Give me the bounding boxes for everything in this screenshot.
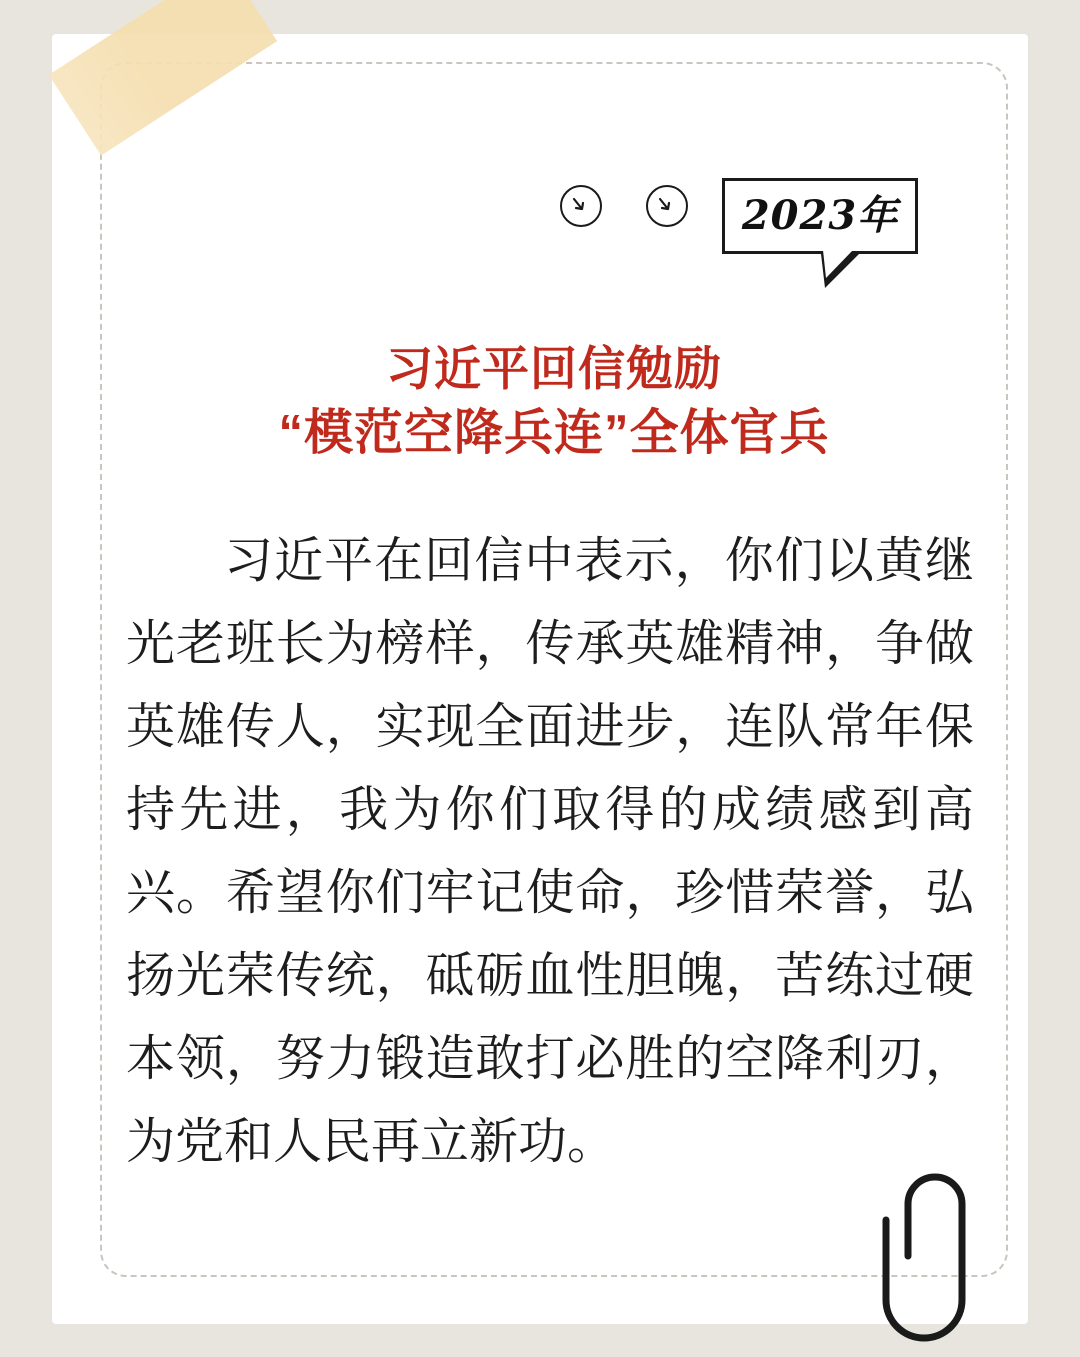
speech-bubble-tail <box>821 254 859 288</box>
body-paragraph: 习近平在回信中表示，你们以黄继光老班长为榜样，传承英雄精神，争做英雄传人，实现全面进步，连队常年保持先进，我为你们取得的成绩感到高兴。希望你们牢记使命，珍惜荣誉，弘扬光荣传统，砥砺血性胆魄，苦练过硬本领，努力锻造敢打必胜的空降利刃，为党和人民再立新功。 <box>126 534 974 1169</box>
year-badge <box>722 178 918 254</box>
parachute-circle-icon-left <box>560 185 602 227</box>
page-title-line2: “模范空降兵连”全体官兵 <box>278 406 830 460</box>
page-title-line1: 习近平回信勉励 <box>386 342 722 395</box>
page-title <box>100 336 1008 466</box>
decorative-icons <box>560 185 688 227</box>
parachute-circle-icon-right <box>646 185 688 227</box>
year-badge-label: 2023年 <box>741 192 899 239</box>
paperclip-icon <box>872 1160 1002 1350</box>
